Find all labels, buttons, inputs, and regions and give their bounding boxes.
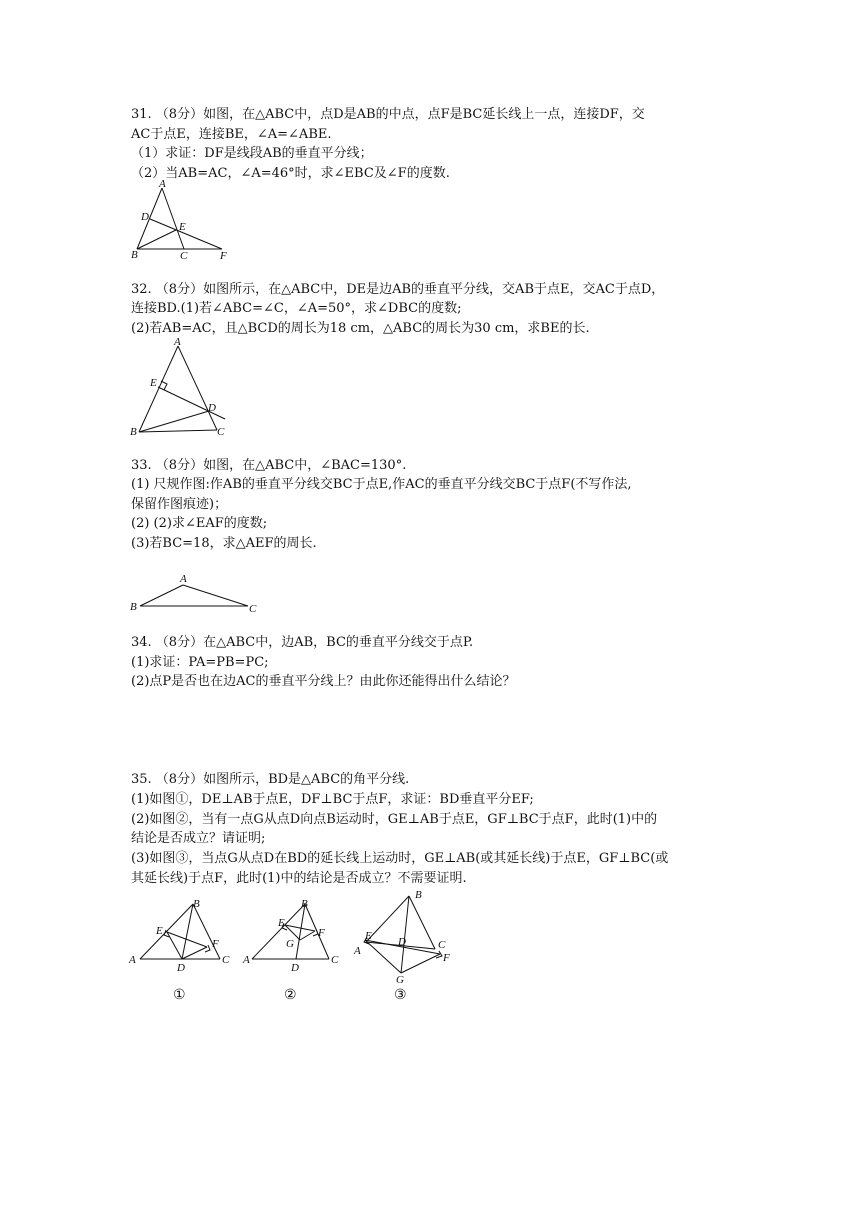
q33-label-a: A	[180, 573, 187, 585]
q34-line-1: 34. （8分）在△ABC中，边AB，BC的垂直平分线交于点P.	[131, 635, 474, 650]
q31-label-f: F	[220, 250, 227, 260]
q35-fig3-label-c: C	[438, 939, 446, 951]
q35-fig2-label-f: F	[318, 927, 325, 939]
q35-fig3-label-g: G	[396, 974, 404, 984]
q32-label-e: E	[150, 377, 157, 389]
q31-line-1: 31. （8分）如图，在△ABC中，点D是AB的中点，点F是BC延长线上一点，连接DF，交	[131, 107, 645, 122]
q33-line-3: 保留作图痕迹)；	[131, 497, 228, 512]
q32-line-2: 连接BD.(1)若∠ABC=∠C，∠A=50°，求∠DBC的度数;	[131, 301, 462, 316]
q31-line-4: （2）当AB=AC，∠A=46°时，求∠EBC及∠F的度数.	[131, 166, 450, 181]
q35-fig1-label-b: B	[193, 898, 200, 910]
q33-line-4: (2) (2)求∠EAF的度数;	[131, 516, 268, 531]
q33-figure	[128, 568, 268, 616]
q32-label-d: D	[208, 402, 216, 414]
q35-figure-3	[351, 886, 455, 984]
q34-line-3: (2)点P是否也在边AC的垂直平分线上？由此你还能得出什么结论？	[131, 674, 516, 689]
q31-label-b: B	[131, 249, 138, 260]
q31-line-3: （1）求证：DF是线段AB的垂直平分线；	[131, 146, 373, 161]
q32-label-b: B	[130, 426, 137, 436]
q32-line-1: 32. （8分）如图所示，在△ABC中，DE是边AB的垂直平分线，交AB于点E，交AC于点D，	[131, 282, 665, 297]
q31-line-2: AC于点E，连接BE，∠A=∠ABE.	[131, 127, 332, 142]
q35-fig3-label-f: F	[443, 952, 450, 964]
q35-caption-2: ②	[284, 987, 297, 1003]
q35-line-1: 35. （8分）如图所示，BD是△ABC的角平分线.	[131, 772, 410, 787]
q34-line-2: (1)求证：PA=PB=PC;	[131, 655, 269, 670]
q35-fig3-label-b: B	[415, 889, 422, 901]
q33-label-b: B	[130, 601, 137, 613]
q33-label-c: C	[249, 603, 257, 615]
q35-line-5: (3)如图③，当点G从点D在BD的延长线上运动时，GE⊥AB(或其延长线)于点E，GF⊥BC(或	[131, 851, 669, 866]
q31-label-a: A	[159, 180, 166, 190]
q35-fig2-label-g: G	[286, 938, 294, 950]
q35-figure-1	[127, 896, 233, 976]
q35-fig2-label-c: C	[331, 954, 339, 966]
q33-line-5: (3)若BC=18，求△AEF的周长.	[131, 536, 317, 551]
q35-caption-3: ③	[394, 987, 407, 1003]
q35-fig1-label-c: C	[222, 954, 230, 966]
q35-fig1-label-a: A	[129, 954, 136, 966]
q35-fig1-label-d: D	[177, 962, 185, 974]
q33-line-2: (1) 尺规作图:作AB的垂直平分线交BC于点E,作AC的垂直平分线交BC于点F(不写作法,	[131, 477, 632, 492]
q32-line-3: (2)若AB=AC，且△BCD的周长为18 cm，△ABC的周长为30 cm，求BE的长.	[131, 321, 590, 336]
q31-label-e: E	[179, 221, 186, 233]
q35-fig2-label-a: A	[243, 954, 250, 966]
q35-fig2-label-d: D	[291, 962, 299, 974]
q35-line-6: 其延长线)于点F，此时(1)中的结论是否成立？不需要证明.	[131, 871, 467, 886]
q33-line-1: 33. （8分）如图，在△ABC中，∠BAC=130°.	[131, 458, 407, 473]
q35-fig2-label-b: B	[301, 898, 308, 910]
q35-line-3: (2)如图②，当有一点G从点D向点B运动时，GE⊥AB于点E，GF⊥BC于点F，此时(1)中的	[131, 812, 658, 827]
q35-fig1-label-e: E	[156, 925, 163, 937]
q31-label-d: D	[141, 211, 149, 223]
q32-label-a: A	[174, 336, 181, 348]
q31-figure	[128, 180, 238, 260]
q35-fig3-label-e: E	[365, 930, 372, 942]
q32-figure	[128, 336, 234, 436]
q35-fig3-label-a: A	[354, 945, 361, 957]
q35-line-2: (1)如图①，DE⊥AB于点E，DF⊥BC于点F，求证：BD垂直平分EF;	[131, 792, 534, 807]
q32-label-c: C	[217, 426, 225, 436]
q35-fig2-label-e: E	[278, 917, 285, 929]
q31-label-c: C	[180, 250, 188, 260]
q35-caption-1: ①	[173, 987, 186, 1003]
q35-fig3-label-d: D	[398, 936, 406, 948]
q35-line-4: 结论是否成立？请证明;	[131, 831, 266, 846]
q35-figure-2	[241, 896, 347, 976]
q35-fig1-label-f: F	[212, 938, 219, 950]
